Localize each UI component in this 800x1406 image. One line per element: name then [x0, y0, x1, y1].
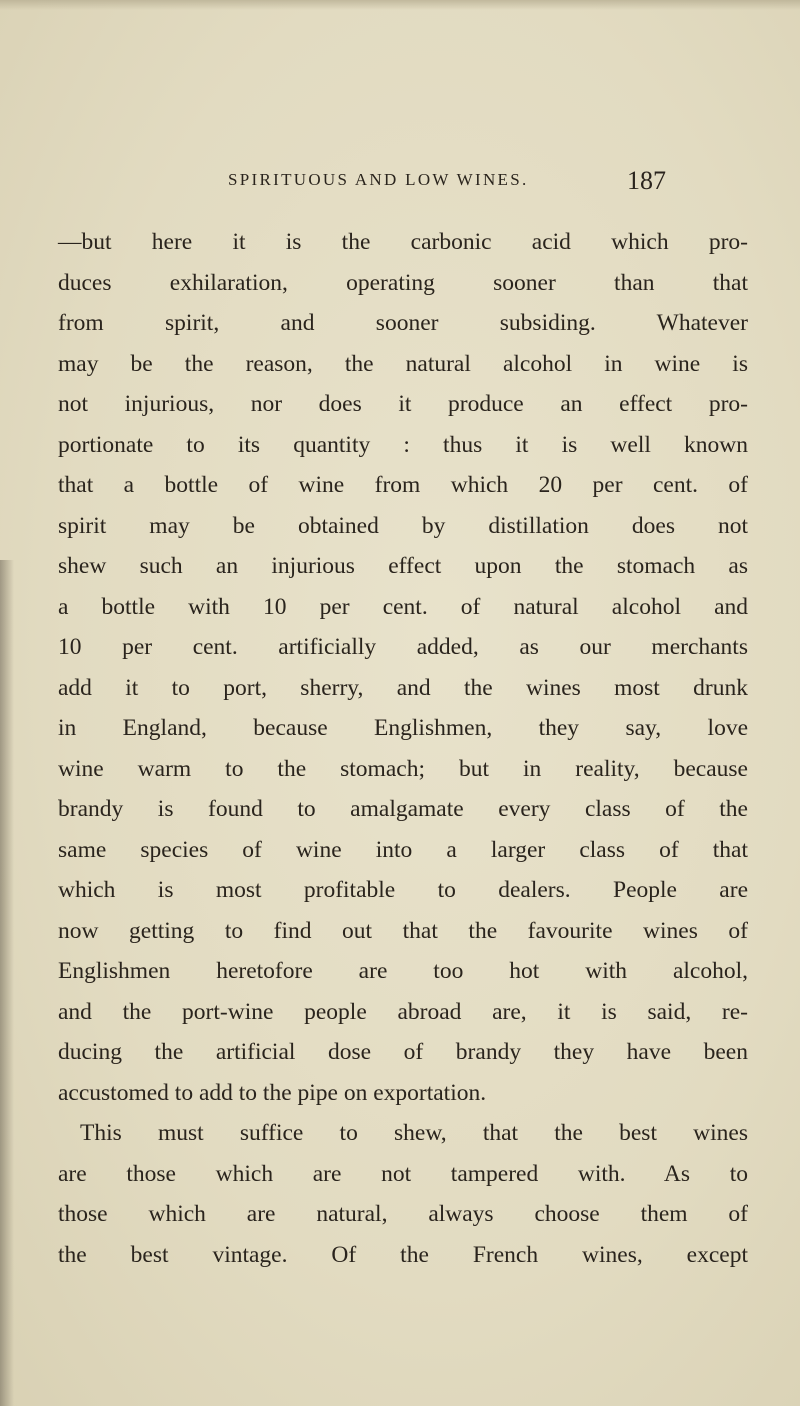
text-line: may be the reason, the natural alcohol in wine is	[58, 350, 748, 377]
text-line: duces exhilaration, operating sooner than that	[58, 269, 748, 296]
running-title: SPIRITUOUS AND LOW WINES.	[228, 170, 529, 189]
text-line: in England, because Englishmen, they say, love	[58, 715, 748, 741]
text-line: those which are natural, always choose them of	[58, 1201, 748, 1227]
body-text	[58, 222, 748, 1275]
text-line: and the port-wine people abroad are, it is said, re-	[58, 998, 748, 1025]
text-line: portionate to its quantity : thus it is well known	[58, 431, 748, 458]
text-line: now getting to find out that the favourite wines of	[58, 917, 748, 944]
page-gutter-shadow	[0, 560, 14, 1406]
text-line: same species of wine into a larger class of that	[58, 836, 748, 863]
page-top-edge	[0, 0, 800, 10]
text-line: which is most profitable to dealers. People are	[58, 877, 748, 903]
text-line: from spirit, and sooner subsiding. Whatever	[58, 310, 748, 336]
text-line: ducing the artificial dose of brandy they have been	[58, 1039, 748, 1065]
text-line: This must suffice to shew, that the best wines	[80, 1120, 748, 1146]
page-number: 187	[627, 166, 666, 195]
text-line: shew such an injurious effect upon the stomach as	[58, 553, 748, 579]
text-line: Englishmen heretofore are too hot with alcohol,	[58, 958, 748, 984]
running-head	[228, 166, 668, 196]
text-line: the best vintage. Of the French wines, except	[58, 1241, 748, 1268]
text-line: not injurious, nor does it produce an effect pro-	[58, 391, 748, 417]
text-line: brandy is found to amalgamate every class of the	[58, 796, 748, 822]
text-line: that a bottle of wine from which 20 per cent. of	[58, 472, 748, 498]
text-line: are those which are not tampered with. As to	[58, 1160, 748, 1187]
text-line: a bottle with 10 per cent. of natural alcohol and	[58, 593, 748, 620]
text-line: add it to port, sherry, and the wines most drunk	[58, 674, 748, 701]
text-line: wine warm to the stomach; but in reality, because	[58, 755, 748, 782]
text-line: spirit may be obtained by distillation does not	[58, 512, 748, 539]
text-line: accustomed to add to the pipe on exportation.	[58, 1079, 487, 1106]
text-line: —but here it is the carbonic acid which pro-	[58, 229, 748, 255]
text-line: 10 per cent. artificially added, as our merchants	[58, 634, 748, 660]
